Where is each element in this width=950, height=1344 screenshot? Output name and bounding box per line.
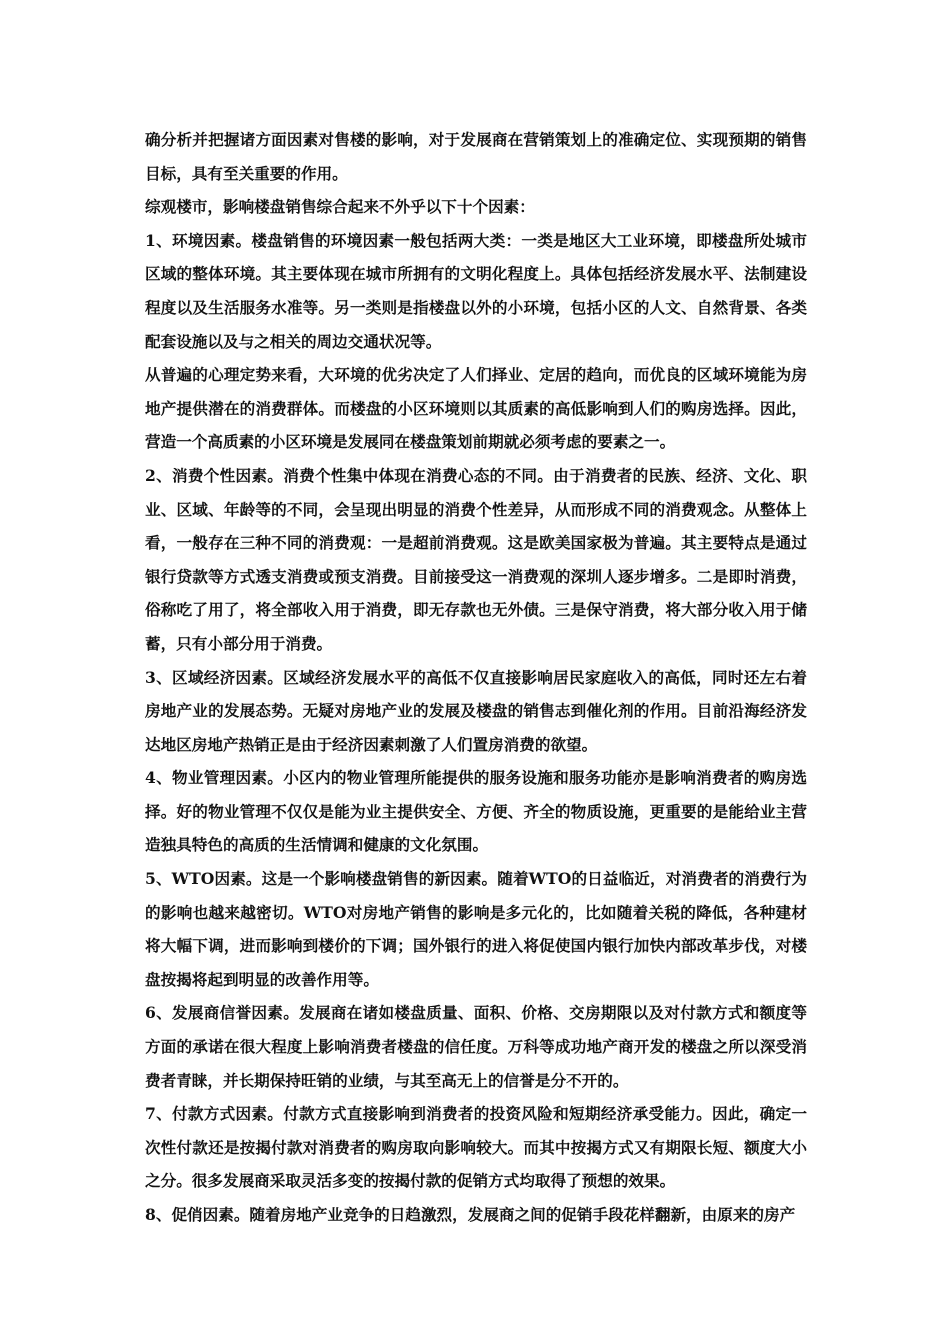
paragraph-factor-promotion: 8、促俏因素。随着房地产业竞争的日趋激烈，发展商之间的促销手段花样翻新，由原来的房产	[145, 1205, 796, 1224]
paragraph-factor-environment: 1、环境因素。楼盘销售的环境因素一般包括两大类：一类是地区大工业环境，即楼盘所处城市区域的整体环境。其主要体现在城市所拥有的文明化程度上。具体包括经济发展水平、法制建设程度以及生活服务水准等。另一类则是指楼盘以外的小环境，包括小区的人文、自然背景、各类配套设施以及与之相关的周边交通状况等。	[145, 230, 807, 351]
document-body	[145, 123, 807, 1232]
paragraph-factor-regional-economy: 3、区域经济因素。区域经济发展水平的高低不仅直接影响居民家庭收入的高低，同时还左右着房地产业的发展态势。无疑对房地产业的发展及楼盘的销售志到催化剂的作用。目前沿海经济发达地区房地产热销正是由于经济因素刺激了人们置房消费的欲望。	[145, 667, 807, 754]
paragraph-factor-developer-reputation: 6、发展商信誉因素。发展商在诸如楼盘质量、面积、价格、交房期限以及对付款方式和额度等方面的承诺在很大程度上影响消费者楼盘的信任度。万科等成功地产商开发的楼盘之所以深受消费者青睐，并长期保持旺销的业绩，与其至高无上的信誉是分不开的。	[145, 1003, 807, 1090]
paragraph-factor-payment-method: 7、付款方式因素。付款方式直接影响到消费者的投资风险和短期经济承受能力。因此，确定一次性付款还是按揭付款对消费者的购房取向影响较大。而其中按揭方式又有期限长短、额度大小之分。很多发展商采取灵活多变的按揭付款的促销方式均取得了预想的效果。	[145, 1104, 807, 1191]
paragraph-environment-analysis: 从普遍的心理定势来看，大环境的优劣决定了人们择业、定居的趋向，而优良的区域环境能为房地产提供潜在的消费群体。而楼盘的小区环境则以其质素的高低影响到人们的购房选择。因此，营造一个高质素的小区环境是发展同在楼盘策划前期就必须考虑的要素之一。	[145, 365, 807, 452]
paragraph-factor-consumer-personality: 2、消费个性因素。消费个性集中体现在消费心态的不同。由于消费者的民族、经济、文化、职业、区域、年龄等的不同，会呈现出明显的消费个性差异，从而形成不同的消费观念。从整体上看，一般存在三种不同的消费观：一是超前消费观。这是欧美国家极为普遍。其主要特点是通过银行贷款等方式透支消费或预支消费。目前接受这一消费观的深圳人逐步增多。二是即时消费，俗称吃了用了，将全部收入用于消费，即无存款也无外债。三是保守消费，将大部分收入用于储蓄，只有小部分用于消费。	[145, 465, 807, 653]
paragraph-factor-wto: 5、WTO因素。这是一个影响楼盘销售的新因素。随着WTO的日益临近，对消费者的消费行为的影响也越来越密切。WTO对房地产销售的影响是多元化的，比如随着关税的降低，各种建材将大幅下调，进而影响到楼价的下调；国外银行的进入将促使国内银行加快内部改革步伐，对楼盘按揭将起到明显的改善作用等。	[145, 869, 807, 989]
paragraph-factor-property-management: 4、物业管理因素。小区内的物业管理所能提供的服务设施和服务功能亦是影响消费者的购房选择。好的物业管理不仅仅是能为业主提供安全、方便、齐全的物质设施，更重要的是能给业主营造独具特色的高质的生活情调和健康的文化氛围。	[145, 768, 807, 855]
paragraph-intro-continued: 确分析并把握诸方面因素对售楼的影响，对于发展商在营销策划上的准确定位、实现预期的销售目标，具有至关重要的作用。	[145, 130, 807, 183]
paragraph-overview: 综观楼市，影响楼盘销售综合起来不外乎以下十个因素：	[145, 197, 535, 217]
